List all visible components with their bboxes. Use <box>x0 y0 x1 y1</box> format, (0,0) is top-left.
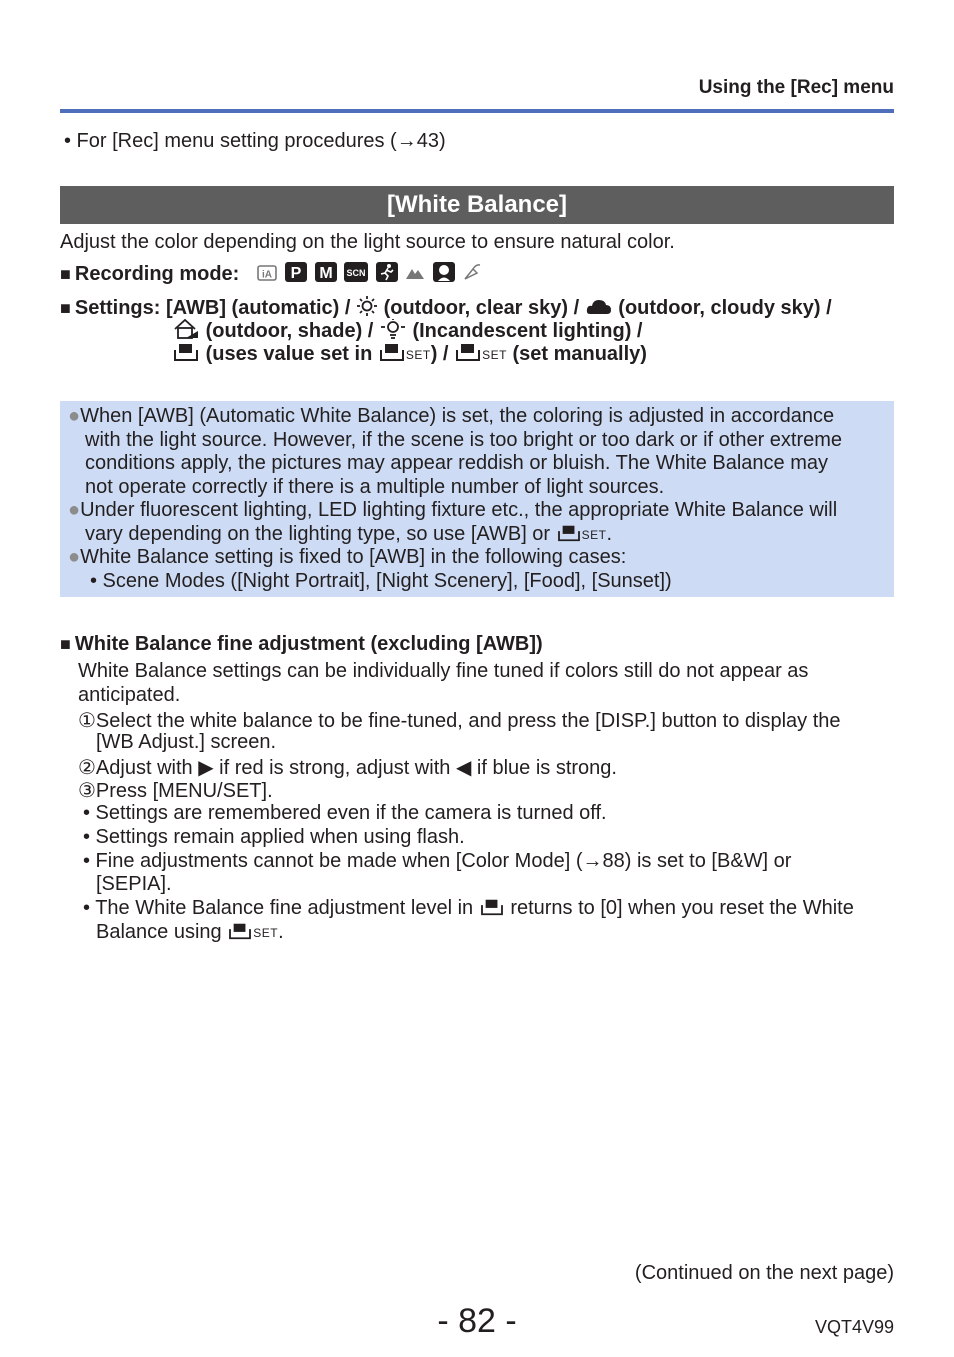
set-text: SET <box>253 926 279 940</box>
intelligent-auto-icon <box>256 263 278 283</box>
sports-icon <box>375 261 399 283</box>
sun-icon <box>356 295 378 317</box>
settings-line-3 <box>172 341 647 366</box>
square-bullet-icon: ■ <box>60 264 71 284</box>
cloud-icon <box>585 295 613 317</box>
white-set-icon <box>479 897 505 917</box>
setting-incandescent: (Incandescent lighting) / <box>412 320 643 342</box>
info-line: ●When [AWB] (Automatic White Balance) is set, the coloring is adjusted in accordance <box>68 405 835 427</box>
note-bullet: • Settings remain applied when using flash. <box>83 826 465 848</box>
continued-note: (Continued on the next page) <box>634 1262 894 1284</box>
creative-control-icon <box>461 261 483 283</box>
note-bullet: • Fine adjustments cannot be made when [Color Mode] (→88) is set to [B&W] or <box>83 850 792 872</box>
settings-label: Settings: <box>74 297 161 319</box>
set-text: SET <box>405 348 431 362</box>
note-bullet-cont: Balance using SET. <box>96 921 284 943</box>
settings-line-2 <box>172 318 642 343</box>
portrait-icon <box>432 261 456 283</box>
info-line: with the light source. However, if the scene is too bright or too dark or if other extreme <box>85 429 843 451</box>
manual-exposure-icon <box>314 261 338 283</box>
circle-bullet-icon: ● <box>68 546 81 568</box>
left-arrow-icon: ◀ <box>455 757 472 779</box>
info-line: ●Under fluorescent lighting, LED lighting fixture etc., the appropriate White Balance will <box>68 499 838 521</box>
set-text: SET <box>482 348 507 362</box>
circle-bullet-icon: ● <box>68 499 81 521</box>
recording-mode-label: Recording mode: <box>74 263 240 285</box>
incandescent-icon <box>379 318 407 340</box>
document-code: VQT4V99 <box>814 1317 894 1337</box>
white-set-icon <box>378 341 406 363</box>
setting-shade: (outdoor, shade) / <box>205 320 374 342</box>
square-bullet-icon: ■ <box>60 634 71 654</box>
intro-text: Adjust the color depending on the light source to ensure natural color. <box>60 231 675 253</box>
svg-text:iA: iA <box>262 269 273 281</box>
running-header: Using the [Rec] menu <box>698 77 894 98</box>
step-1: ①Select the white balance to be fine-tuned, and press the [DISP.] button to display the <box>78 710 841 732</box>
step-1-cont: [WB Adjust.] screen. <box>96 731 277 753</box>
white-set-icon <box>454 341 482 363</box>
note-bullet: • The White Balance fine adjustment level in returns to [0] when you reset the White <box>83 897 854 919</box>
step-3: ③Press [MENU/SET]. <box>78 780 273 802</box>
header-rule <box>60 109 894 113</box>
section-title: [White Balance] <box>60 186 894 224</box>
fine-adjustment-heading: ■ White Balance fine adjustment (excluding [AWB]) <box>60 633 543 655</box>
svg-text:SCN: SCN <box>346 268 366 278</box>
svg-text:P: P <box>290 265 302 282</box>
settings-line-1 <box>60 295 832 320</box>
landscape-icon <box>404 263 426 283</box>
info-line: not operate correctly if there is a multiple number of light sources. <box>85 476 665 498</box>
white-set-icon <box>172 341 200 363</box>
setting-clear-sky: (outdoor, clear sky) / <box>383 297 580 319</box>
shade-icon <box>172 318 200 340</box>
circle-bullet-icon: ● <box>68 405 81 427</box>
note-bullet-cont: [SEPIA]. <box>96 873 172 895</box>
info-line: • Scene Modes ([Night Portrait], [Night Scenery], [Food], [Sunset]) <box>90 570 672 592</box>
svg-text:M: M <box>318 265 333 282</box>
page-number: - 82 - <box>437 1302 517 1340</box>
setting-uses-value: (uses value set in <box>205 343 373 365</box>
fine-text: White Balance settings can be individually fine tuned if colors still do not appear as <box>78 660 809 682</box>
recording-mode-line <box>60 261 483 286</box>
setting-manual: (set manually) <box>512 343 647 365</box>
setting-cloudy-sky: (outdoor, cloudy sky) / <box>618 297 832 319</box>
info-line: conditions apply, the pictures may appear reddish or bluish. The White Balance may <box>85 452 828 474</box>
fine-text: anticipated. <box>78 684 181 706</box>
setting-awb: [AWB] (automatic) / <box>166 297 351 319</box>
scene-mode-icon <box>343 261 369 283</box>
set-text: SET <box>581 528 607 542</box>
note-bullet: • Settings are remembered even if the camera is turned off. <box>83 802 607 824</box>
info-line: ●White Balance setting is fixed to [AWB] in the following cases: <box>68 546 627 568</box>
square-bullet-icon: ■ <box>60 298 71 318</box>
white-set-icon <box>227 921 253 941</box>
white-set-icon <box>556 523 582 543</box>
program-ae-icon <box>284 261 308 283</box>
info-line: vary depending on the lighting type, so use [AWB] or SET. <box>85 523 613 545</box>
right-arrow-icon: ▶ <box>198 757 214 779</box>
setting-sep: ) / <box>430 343 449 365</box>
step-2: ②Adjust with ▶ if red is strong, adjust with ◀ if blue is strong. <box>78 757 617 779</box>
procedure-note: • For [Rec] menu setting procedures (→43) <box>64 130 446 152</box>
